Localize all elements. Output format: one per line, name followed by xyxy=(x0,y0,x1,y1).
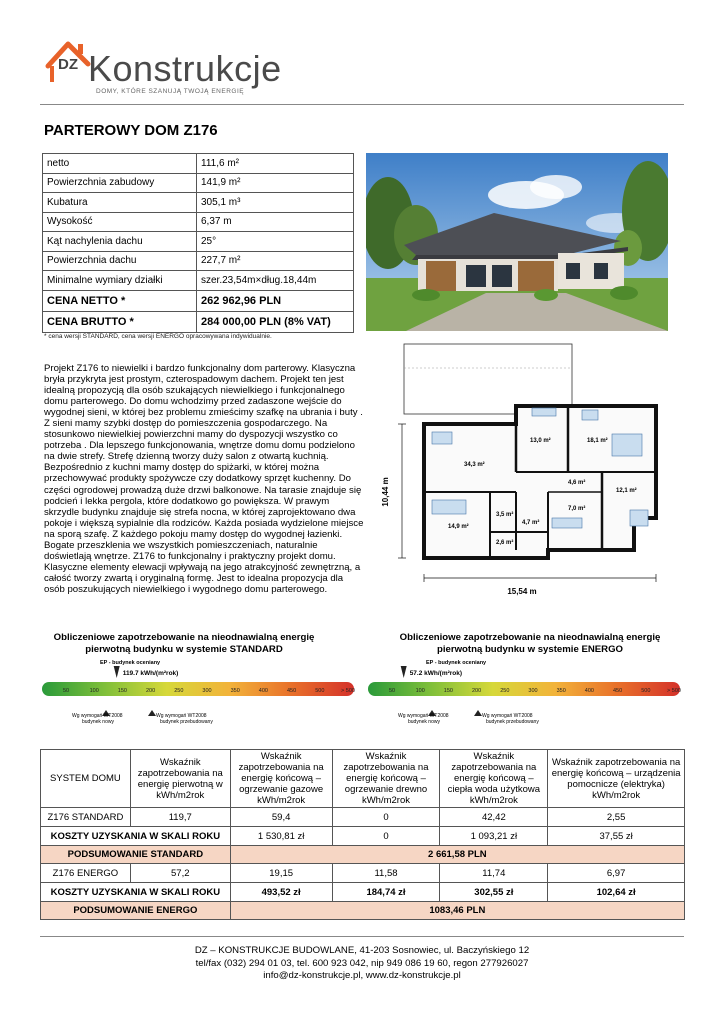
energy-energo-scale xyxy=(366,656,686,742)
table-cell: PODSUMOWANIE STANDARD xyxy=(41,846,231,864)
wt2008-mod-label: Wg wymogań WT2008 xyxy=(156,713,207,719)
scale-tick-label: 200 xyxy=(146,688,156,694)
spec-row xyxy=(43,212,354,232)
spec-label: Powierzchnia zabudowy xyxy=(43,173,197,193)
scale-tick-label: 500 xyxy=(315,688,325,694)
plan-depth-dimension: 10,44 m xyxy=(381,477,390,507)
spec-value: 305,1 m³ xyxy=(197,193,354,213)
header-cell: Wskaźnik zapotrzebowania na energię końcową – ciepła woda użytkowa kWh/m2rok xyxy=(440,750,548,808)
table-cell: 59,4 xyxy=(230,808,332,827)
page-footer xyxy=(0,945,724,983)
room-area-label: 18,1 m² xyxy=(587,438,608,444)
logo-slogan: DOMY, KTÓRE SZANUJĄ TWOJĄ ENERGIĘ xyxy=(96,88,245,95)
spec-row xyxy=(43,251,354,271)
spec-label: netto xyxy=(43,154,197,174)
room-area-label: 34,3 m² xyxy=(464,462,485,468)
house-description: Projekt Z176 to niewielki i bardzo funkcjonalny dom parterowy. Klasyczna bryła przykryta jest prostym, czterospadowym dachem. Projekt ten jest idealną propozycją dla osób szukających niewielkiego i funkcjonalnego domu parterowego. Do domu wchodzimy przed zadaszone wejście do wygodnej sieni, w której bez problemu zmieścimy szafkę na ubrania i buty . Z sieni mamy szybki dostęp do pomieszczenia gospodarczego. Na stosunkowo niewielkiej powierzchni mamy do dyspozycji wszystko co potrzeba . Dla lepszego funkcjonowania, wnętrze domu domu podzielono na dwie strefy. Strefę dzienną tworzy duży salon z otwartą kuchnią. Bezpośrednio z kuchni mamy dostęp do spiżarki, w której można przechowywać produkty spożywcze czy dodatkowy sprzęt kuchenny. Do części ogrodowej prowadzą duże drzwi balkonowe. Na tarasie znajduje się podcień i lekka pergola, które dodatkowo go powiększa. W prawym skrzydle budynku znajduje się strefa nocna, w której zaprojektowano dwa pokoje i większą sypialnie dla rodziców. Każda posiada wydzielone miejsce na sporą szafę. Z każdego pokoju mamy dostęp do wygodnej łazienki. Bogate przeszklenia we wszystkich pomieszczeniach, naturalnie doświetlają wnętrze. Z176 to funkcjonalny i praktyczny projekt domu. Klasyczne elementy elewacji wpływają na jego atrakcyjność zewnętrzną, a całość tworzy zwartą i oryginalną formę. Jest to idealna propozycja dla osób poszukujących niewielkiego i wygodnego domu parterowego. xyxy=(44,363,364,595)
header-cell: Wskaźnik zapotrzebowania na energię pierwotną w kWh/m2rok xyxy=(130,750,230,808)
scale-tick-label: 100 xyxy=(89,688,99,694)
table-cell: 11,74 xyxy=(440,864,548,883)
wt2008-new-label: Wg wymogań WT2008 xyxy=(72,713,123,719)
price-row xyxy=(43,290,354,311)
ep-label: EP - budynek oceniany xyxy=(426,660,487,666)
wt2008-new-label: Wg wymogań WT2008 xyxy=(398,713,449,719)
logo-dz-text: DZ xyxy=(58,56,78,73)
room-area-label: 13,0 m² xyxy=(530,438,551,444)
plan-width-dimension: 15,54 m xyxy=(507,587,537,596)
scale-tick-label: 250 xyxy=(174,688,184,694)
logo-brand-text: Konstrukcje xyxy=(88,48,282,89)
spec-row xyxy=(43,193,354,213)
scale-tick-label: 300 xyxy=(528,688,538,694)
energy-energo-title: Obliczeniowe zapotrzebowanie na nieodnawialną energię pierwotną budynku w systemie ENERGO xyxy=(399,632,661,655)
table-cell: 2 661,58 PLN xyxy=(230,846,684,864)
spec-label: Kąt nachylenia dachu xyxy=(43,232,197,252)
ep-value-label: 57.2 kWh/(m²rok) xyxy=(409,670,463,677)
room-area-label: 4,7 m² xyxy=(522,520,540,526)
wt2008-new-sublabel: budynek nowy xyxy=(82,719,114,725)
price-value: 284 000,00 PLN (8% VAT) xyxy=(197,311,354,332)
header-cell: Wskaźnik zapotrzebowania na energię końcową – ogrzewanie drewno kWh/m2rok xyxy=(332,750,440,808)
spec-row xyxy=(43,271,354,291)
ep-value-marker xyxy=(401,666,407,678)
wt2008-mod-sublabel: budynek przebudowany xyxy=(486,719,539,725)
wt2008-mod-marker xyxy=(148,710,156,716)
spec-value: szer.23,54m×dług.18,44m xyxy=(197,271,354,291)
ep-value-label: 119.7 kWh/(m²rok) xyxy=(122,670,179,677)
footer-web: info@dz-konstrukcje.pl, www.dz-konstrukcje.pl xyxy=(263,970,461,981)
table-row-energo xyxy=(41,864,685,883)
scale-tick-label: 500 xyxy=(641,688,651,694)
table-cell: PODSUMOWANIE ENERGO xyxy=(41,902,231,920)
spec-value: 6,37 m xyxy=(197,212,354,232)
spec-label: Kubatura xyxy=(43,193,197,213)
spec-value: 25° xyxy=(197,232,354,252)
table-cell: 1 530,81 zł xyxy=(230,827,332,846)
room-area-label: 7,0 m² xyxy=(568,506,586,512)
scale-tick-label: > 500 xyxy=(341,688,355,694)
spec-value: 111,6 m² xyxy=(197,154,354,174)
page-title: PARTEROWY DOM Z176 xyxy=(44,122,218,139)
scale-tick-label: 250 xyxy=(500,688,510,694)
spec-label: Wysokość xyxy=(43,212,197,232)
header-cell: Wskaźnik zapotrzebowania na energię końcową – ogrzewanie gazowe kWh/m2rok xyxy=(230,750,332,808)
energy-standard-scale xyxy=(40,656,360,742)
price-note: * cena wersji STANDARD, cena wersji ENERGO opracowywana indywidualnie. xyxy=(44,333,272,340)
energy-table xyxy=(40,749,685,920)
spec-label: Minimalne wymiary działki xyxy=(43,271,197,291)
table-cell: 57,2 xyxy=(130,864,230,883)
table-cell: 0 xyxy=(332,827,440,846)
table-row-standard xyxy=(41,808,685,827)
company-logo xyxy=(44,36,304,100)
scale-tick-label: 50 xyxy=(388,688,396,694)
table-cell: 302,55 zł xyxy=(440,883,548,902)
table-cell: 184,74 zł xyxy=(332,883,440,902)
floor-plan xyxy=(372,342,672,604)
scale-tick-label: 450 xyxy=(613,688,623,694)
table-cell: 11,58 xyxy=(332,864,440,883)
wt2008-mod-label: Wg wymogań WT2008 xyxy=(482,713,533,719)
table-cell: 1 093,21 zł xyxy=(440,827,548,846)
room-area-label: 4,6 m² xyxy=(568,480,586,486)
spec-value: 227,7 m² xyxy=(197,251,354,271)
header-cell: Wskaźnik zapotrzebowania na energię końcową – urządzenia pomocnicze (elektryka) kWh/m2rok xyxy=(548,750,685,808)
spec-label: Powierzchnia dachu xyxy=(43,251,197,271)
table-cell: 493,52 zł xyxy=(230,883,332,902)
room-area-label: 2,6 m² xyxy=(496,540,514,546)
spec-row xyxy=(43,232,354,252)
table-cell: 2,55 xyxy=(548,808,685,827)
header-divider xyxy=(40,104,684,105)
price-value: 262 962,96 PLN xyxy=(197,290,354,311)
scale-tick-label: 450 xyxy=(287,688,297,694)
ep-value-marker xyxy=(114,666,120,678)
energy-table-header xyxy=(41,750,685,808)
scale-tick-label: 400 xyxy=(258,688,268,694)
table-row-energo-cost xyxy=(41,883,685,902)
price-label: CENA NETTO * xyxy=(43,290,197,311)
scale-tick-label: 50 xyxy=(62,688,70,694)
footer-divider xyxy=(40,936,684,937)
footer-address: DZ – KONSTRUKCJE BUDOWLANE, 41-203 Sosnowiec, ul. Baczyńskiego 12 xyxy=(194,945,530,956)
table-cell: 1083,46 PLN xyxy=(230,902,684,920)
scale-tick-label: 100 xyxy=(415,688,425,694)
table-cell: Z176 STANDARD xyxy=(41,808,131,827)
table-row-standard-sum xyxy=(41,846,685,864)
scale-tick-label: > 500 xyxy=(667,688,681,694)
scale-tick-label: 150 xyxy=(443,688,453,694)
table-cell: KOSZTY UZYSKANIA W SKALI ROKU xyxy=(41,827,231,846)
table-cell: 6,97 xyxy=(548,864,685,883)
room-area-label: 14,9 m² xyxy=(448,524,469,530)
table-cell: 102,64 zł xyxy=(548,883,685,902)
spec-row xyxy=(43,154,354,174)
scale-tick-label: 150 xyxy=(117,688,127,694)
wt2008-new-sublabel: budynek nowy xyxy=(408,719,440,725)
scale-tick-label: 350 xyxy=(230,688,240,694)
page-header xyxy=(0,0,724,108)
room-area-label: 12,1 m² xyxy=(616,488,637,494)
scale-tick-label: 400 xyxy=(584,688,594,694)
room-area-label: 3,5 m² xyxy=(496,512,514,518)
energy-standard-title: Obliczeniowe zapotrzebowanie na nieodnawialną energię pierwotną budynku w systemie STANDARD xyxy=(53,632,315,655)
table-cell: KOSZTY UZYSKANIA W SKALI ROKU xyxy=(41,883,231,902)
ep-label: EP - budynek oceniany xyxy=(100,660,161,666)
scale-tick-label: 350 xyxy=(556,688,566,694)
wt2008-mod-marker xyxy=(474,710,482,716)
house-render-image xyxy=(366,153,668,331)
table-cell: 0 xyxy=(332,808,440,827)
footer-contact: tel/fax (032) 294 01 03, tel. 600 923 042, nip 949 086 19 60, regon 277926027 xyxy=(195,957,529,969)
table-row-standard-cost xyxy=(41,827,685,846)
table-cell: Z176 ENERGO xyxy=(41,864,131,883)
table-cell: 42,42 xyxy=(440,808,548,827)
table-cell: 119,7 xyxy=(130,808,230,827)
table-row-energo-sum xyxy=(41,902,685,920)
price-label: CENA BRUTTO * xyxy=(43,311,197,332)
specs-table xyxy=(42,153,354,333)
spec-row xyxy=(43,173,354,193)
header-cell: SYSTEM DOMU xyxy=(41,750,131,808)
scale-tick-label: 200 xyxy=(472,688,482,694)
spec-value: 141,9 m² xyxy=(197,173,354,193)
table-cell: 37,55 zł xyxy=(548,827,685,846)
scale-tick-label: 300 xyxy=(202,688,212,694)
wt2008-mod-sublabel: budynek przebudowany xyxy=(160,719,213,725)
price-row xyxy=(43,311,354,332)
table-cell: 19,15 xyxy=(230,864,332,883)
